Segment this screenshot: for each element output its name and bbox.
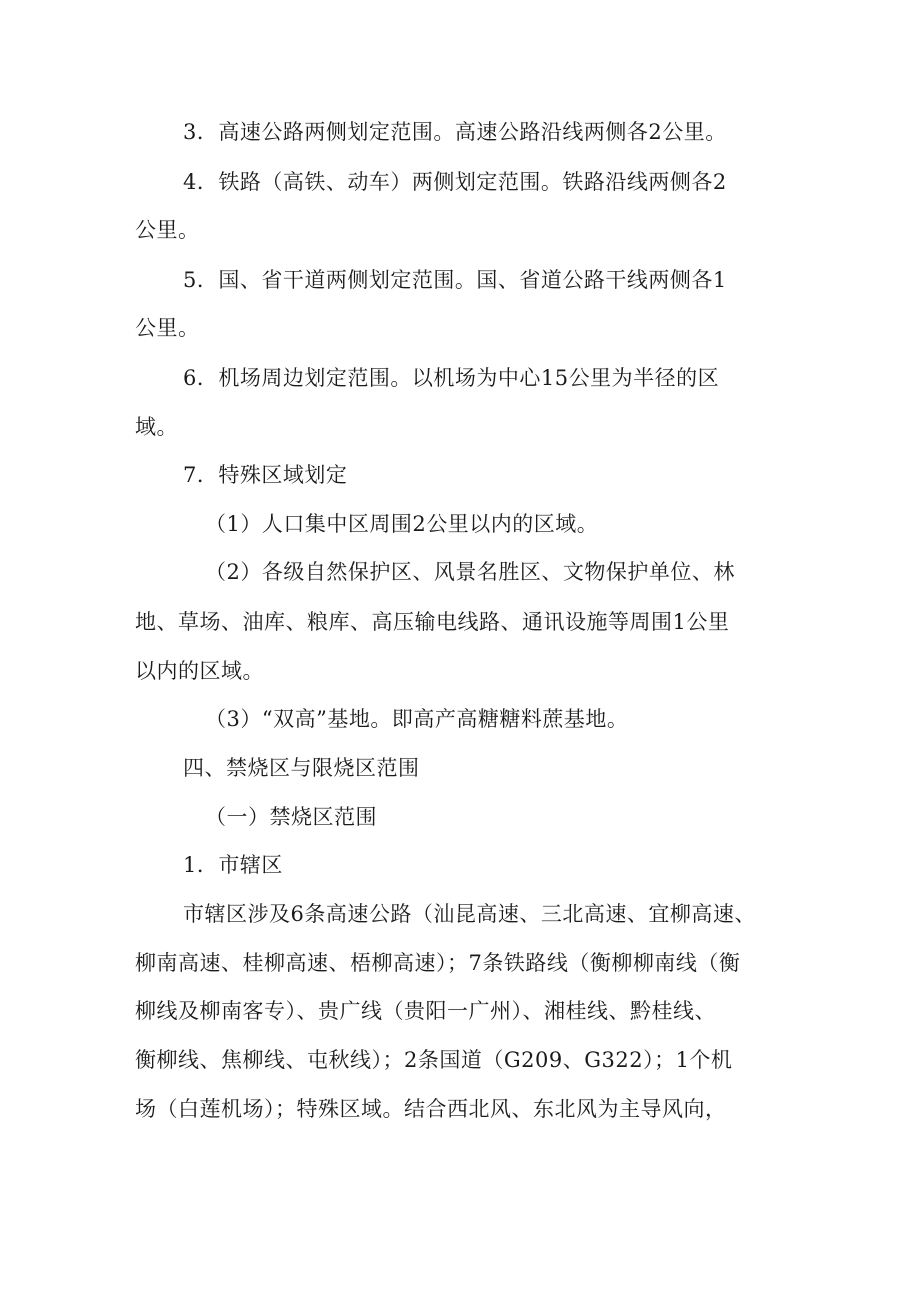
- paragraph-item-4-line-1: 4．铁路（高铁、动车）两侧划定范围。铁路沿线两侧各2: [183, 170, 727, 194]
- subitem-1: （1）人口集中区周围2公里以内的区域。: [205, 512, 599, 536]
- paragraph-item-3-line-1: 3．高速公路两侧划定范围。高速公路沿线两侧各2公里。: [183, 120, 727, 144]
- paragraph-item-6-line-2: 域。: [135, 415, 178, 439]
- subitem-2-line-1: （2）各级自然保护区、风景名胜区、文物保护单位、林: [205, 560, 735, 584]
- paragraph-item-4-line-2: 公里。: [135, 218, 200, 242]
- paragraph-item-6-line-1: 6．机场周边划定范围。以机场为中心15公里为半径的区: [183, 366, 720, 390]
- body-paragraph-line-5: 场（白莲机场）；特殊区域。结合西北风、东北风为主导风向，: [135, 1097, 727, 1121]
- paragraph-item-5-line-1: 5．国、省干道两侧划定范围。国、省道公路干线两侧各1: [183, 268, 727, 292]
- body-paragraph-line-1: 市辖区涉及6条高速公路（汕昆高速、三北高速、宜柳高速、: [183, 902, 756, 926]
- body-paragraph-line-2: 柳南高速、桂柳高速、梧柳高速）；7条铁路线（衡柳柳南线（衡: [135, 951, 741, 975]
- body-paragraph-line-3: 柳线及柳南客专）、贵广线（贵阳一广州）、湘桂线、黔桂线、: [135, 999, 716, 1023]
- subitem-2-line-2: 地、草场、油库、粮库、高压输电线路、通讯设施等周围1公里: [135, 610, 730, 634]
- subitem-2-line-3: 以内的区域。: [135, 659, 264, 683]
- body-paragraph-line-4: 衡柳线、焦柳线、屯秋线）；2条国道（G209、G322）；1个机: [135, 1048, 733, 1072]
- item-heading-1: 1．市辖区: [183, 853, 283, 877]
- subitem-3: （3）“双高”基地。即高产高糖糖料蔗基地。: [205, 707, 629, 731]
- paragraph-item-7-heading: 7．特殊区域划定: [183, 463, 348, 487]
- paragraph-item-5-line-2: 公里。: [135, 316, 200, 340]
- section-heading-4: 四、禁烧区与限烧区范围: [183, 756, 420, 780]
- subsection-heading-1: （一）禁烧区范围: [205, 805, 377, 829]
